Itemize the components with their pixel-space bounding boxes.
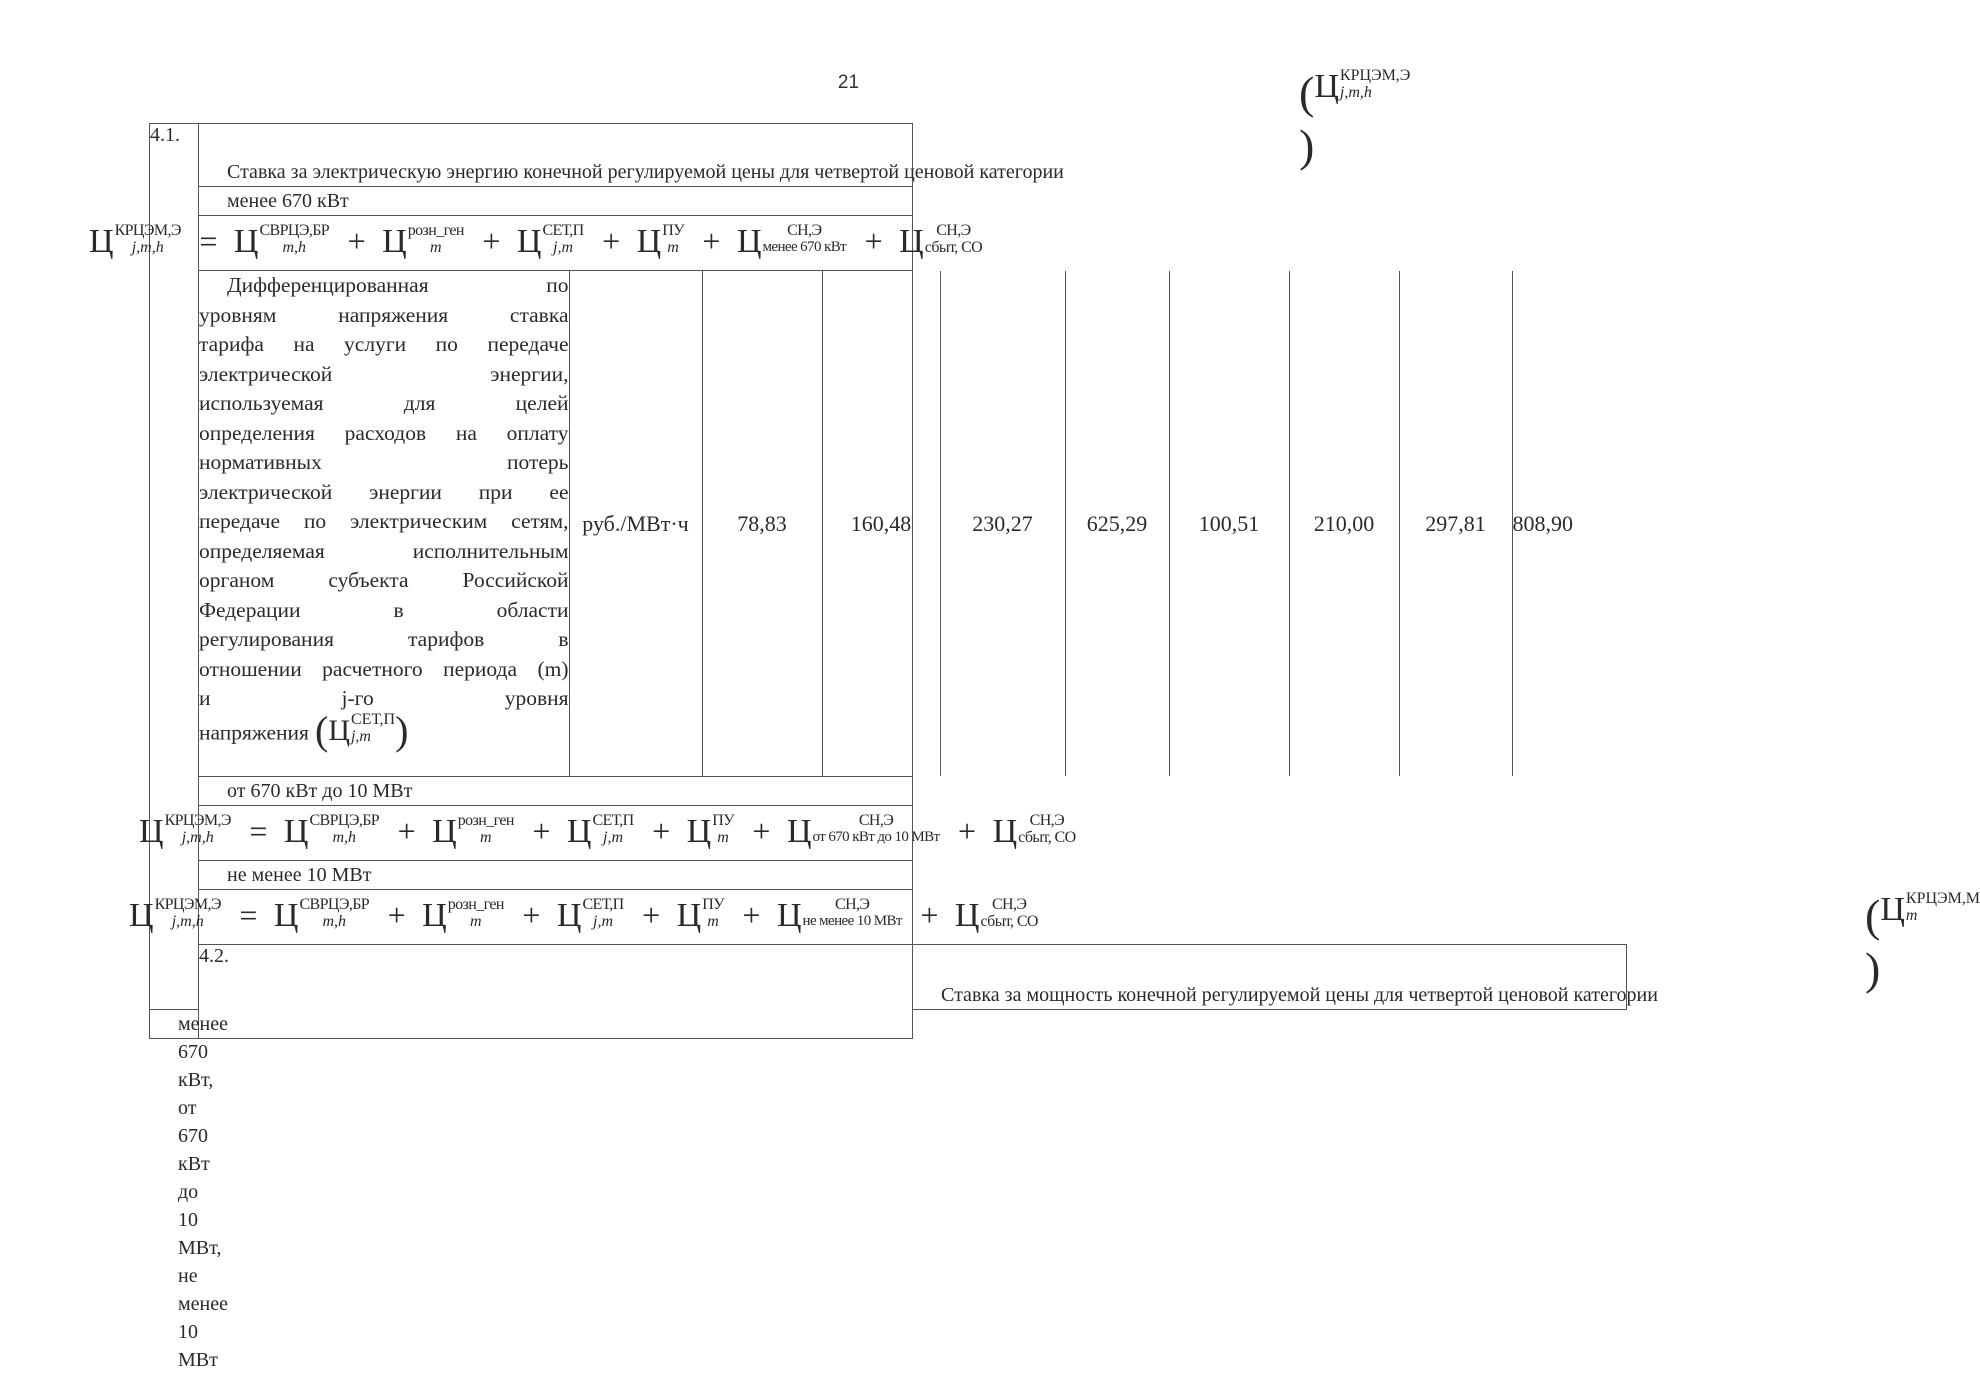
formula-term: Ц СН,Э менее 670 кВт bbox=[736, 222, 847, 260]
section-42-heading-symbol: ( Ц КРЦЭМ,М m ) bbox=[1865, 890, 1980, 994]
value-cell: 160,48 bbox=[822, 271, 940, 776]
value-cell: 78,83 bbox=[702, 271, 822, 776]
formula-group-1: Ц КРЦЭМ,Э j,m,h = Ц СВРЦЭ,БР m,h + Ц розн_ген m + Ц СЕТ,П j,m + Ц ПУ m + Ц СН,Э от 670 кВт до 10 МВт + Ц СН,Э сбыт, СО bbox=[199, 806, 912, 860]
formula-term: Ц розн_ген m bbox=[432, 812, 514, 850]
group-label: от 670 кВт до 10 МВт bbox=[227, 780, 413, 802]
formula-term: Ц ПУ m bbox=[636, 222, 684, 260]
tariff-table bbox=[89, 67, 1980, 1371]
value-cell: 230,27 bbox=[940, 271, 1065, 776]
section-number-4-2: 4.2. bbox=[199, 945, 913, 1039]
formula-term: Ц СЕТ,П j,m bbox=[556, 896, 624, 934]
formula-term: Ц СН,Э сбыт, СО bbox=[954, 896, 1038, 934]
group-label: не менее 10 МВт bbox=[227, 864, 372, 886]
rate-data-row: Дифференцированная по уровням напряжения ставка тарифа на услуги по передаче электрической энергии, используемая для целей определения расходов на оплату нормативных потерь электрической энергии при ее передаче по электрическим сетям, определяемая исполнительным органом субъекта Российской Федерации в области регулирования тарифов в отношении расчетного периода (m) и j-го уровня напряжения ( Ц СЕТ,П j,m ) руб./МВт·ч 78,83 160,48 230,27 625,29 100,51 210,00 297,81 808,90 bbox=[199, 271, 1512, 776]
formula-term: Ц ПУ m bbox=[676, 896, 724, 934]
formula-lhs: Ц КРЦЭМ,Э j,m,h bbox=[129, 896, 221, 934]
formula-term: Ц СН,Э от 670 кВт до 10 МВт bbox=[786, 812, 940, 850]
section-42-heading: Ставка за мощность конечной регулируемой цены для четвертой ценовой категории bbox=[941, 984, 1658, 1006]
value-cell: 625,29 bbox=[1065, 271, 1169, 776]
formula-term: Ц розн_ген m bbox=[382, 222, 464, 260]
group-label: менее 670 кВт bbox=[227, 190, 349, 212]
formula-term: Ц СН,Э не менее 10 МВт bbox=[776, 896, 902, 934]
section-42-label: менее 670 кВт, от 670 кВт до 10 МВт, не менее 10 МВт bbox=[178, 1013, 228, 1371]
rate-description: Дифференцированная по уровням напряжения ставка тарифа на услуги по передаче электрической энергии, используемая для целей определения расходов на оплату нормативных потерь электрической энергии при ее передаче по электрическим сетям, определяемая исполнительным органом субъекта Российской Федерации в области регулирования тарифов в отношении расчетного периода (m) и j-го уровня напряжения ( Ц СЕТ,П j,m ) bbox=[199, 273, 569, 753]
formula-term: Ц СН,Э сбыт, СО bbox=[899, 222, 983, 260]
formula-group-0: Ц КРЦЭМ,Э j,m,h = Ц СВРЦЭ,БР m,h + Ц розн_ген m + Ц СЕТ,П j,m + Ц ПУ m + Ц СН,Э менее 670 кВт + Ц СН,Э сбыт, СО bbox=[199, 216, 912, 270]
section-41-heading-symbol: ( Ц КРЦЭМ,Э j,m,h ) bbox=[1299, 67, 1411, 171]
formula-lhs: Ц КРЦЭМ,Э j,m,h bbox=[139, 812, 231, 850]
value-cell: 297,81 bbox=[1399, 271, 1512, 776]
formula-term: Ц розн_ген m bbox=[422, 896, 504, 934]
formula-term: Ц СЕТ,П j,m bbox=[566, 812, 634, 850]
section-number-4-1: 4.1. bbox=[150, 124, 199, 1010]
description-symbol: ( Ц СЕТ,П j,m ) bbox=[314, 707, 409, 753]
formula-group-2: Ц КРЦЭМ,Э j,m,h = Ц СВРЦЭ,БР m,h + Ц розн_ген m + Ц СЕТ,П j,m + Ц ПУ m + Ц СН,Э не менее 10 МВт + Ц СН,Э сбыт, СО bbox=[199, 890, 912, 944]
formula-term: Ц СВРЦЭ,БР m,h bbox=[233, 222, 330, 260]
formula-term: Ц СЕТ,П j,m bbox=[516, 222, 584, 260]
formula-term: Ц ПУ m bbox=[686, 812, 734, 850]
page-number: 21 bbox=[837, 72, 860, 93]
value-cell: 210,00 bbox=[1289, 271, 1399, 776]
section-41-heading: Ставка за электрическую энергию конечной регулируемой цены для четвертой ценовой категории bbox=[227, 161, 1064, 183]
formula-lhs: Ц КРЦЭМ,Э j,m,h bbox=[89, 222, 181, 260]
formula-term: Ц СН,Э сбыт, СО bbox=[992, 812, 1076, 850]
formula-term: Ц СВРЦЭ,БР m,h bbox=[273, 896, 370, 934]
formula-term: Ц СВРЦЭ,БР m,h bbox=[283, 812, 380, 850]
unit-cell: руб./МВт·ч bbox=[569, 271, 702, 776]
value-cell: 100,51 bbox=[1169, 271, 1289, 776]
